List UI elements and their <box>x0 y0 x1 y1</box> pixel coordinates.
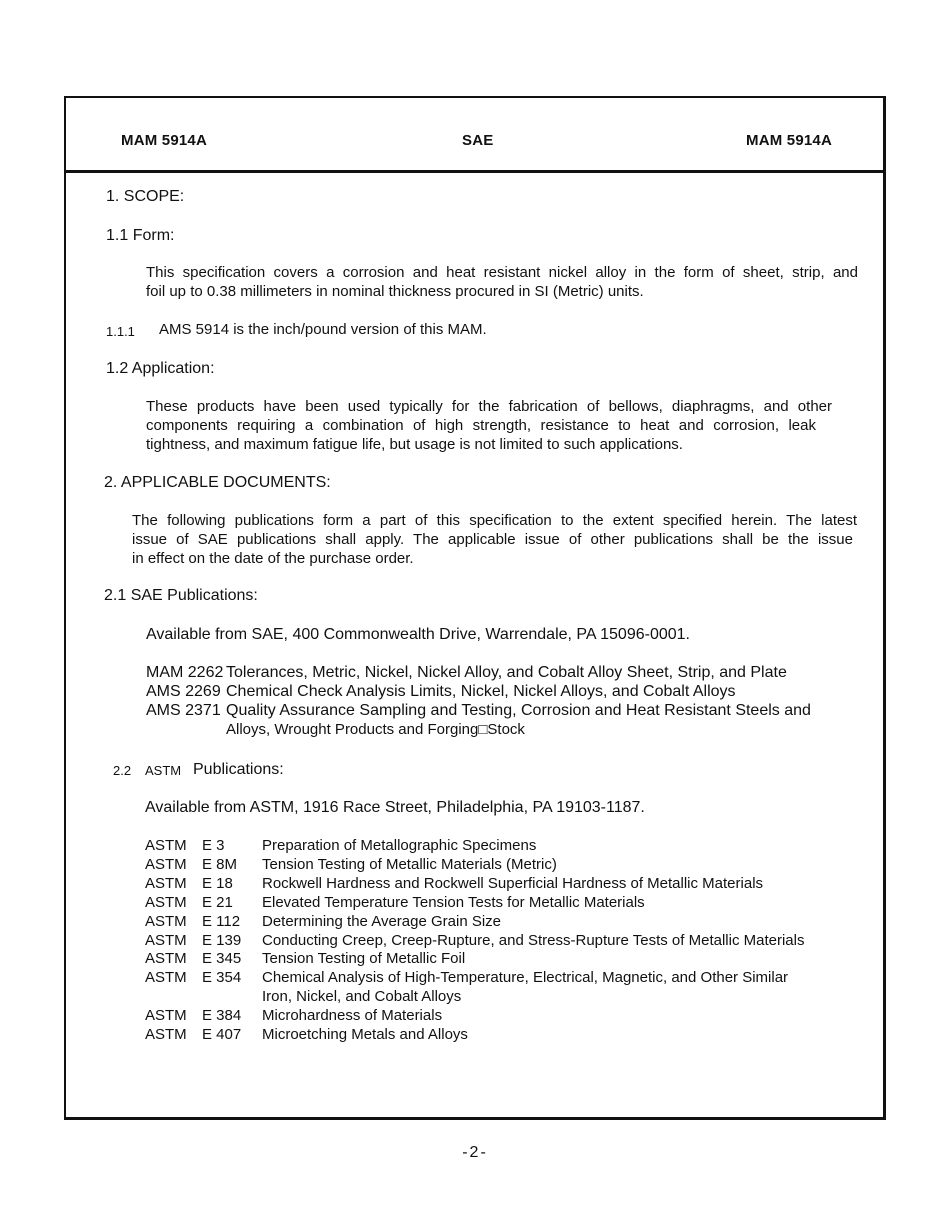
header-doc-id-right: MAM 5914A <box>746 132 832 149</box>
astm-ref-title-continuation: Iron, Nickel, and Cobalt Alloys <box>262 988 462 1005</box>
astm-ref-title: Conducting Creep, Creep-Rupture, and Stress-Rupture Tests of Metallic Materials <box>262 932 805 949</box>
section-1-heading: 1. SCOPE: <box>106 188 185 205</box>
astm-ref-title: Rockwell Hardness and Rockwell Superficial Hardness of Metallic Materials <box>262 875 764 892</box>
header-org: SAE <box>462 132 494 149</box>
astm-ref-code: E 112 <box>202 913 241 930</box>
application-line-3: tightness, and maximum fatigue life, but usage is not limited to such applications. <box>146 436 683 453</box>
astm-ref-org: ASTM <box>145 875 187 892</box>
astm-ref-title: Determining the Average Grain Size <box>262 913 502 930</box>
astm-ref-org: ASTM <box>145 894 187 911</box>
form-line-2: foil up to 0.38 millimeters in nominal thickness procured in SI (Metric) units. <box>146 283 644 300</box>
astm-ref-code: E 345 <box>202 950 242 967</box>
page-frame <box>64 96 886 1120</box>
sae-availability: Available from SAE, 400 Commonwealth Drive, Warrendale, PA 15096-0001. <box>146 626 690 643</box>
documents-line-3: in effect on the date of the purchase order. <box>132 550 414 567</box>
astm-ref-code: E 3 <box>202 837 225 854</box>
astm-ref-org: ASTM <box>145 969 187 986</box>
astm-ref-code: E 139 <box>202 932 242 949</box>
astm-ref-code: E 384 <box>202 1007 242 1024</box>
documents-line-2: issue of SAE publications shall apply. The applicable issue of other publications shall be the issue <box>132 531 853 548</box>
section-1-1-1-text: AMS 5914 is the inch/pound version of this MAM. <box>159 321 487 338</box>
astm-ref-title: Tension Testing of Metallic Foil <box>262 950 466 967</box>
section-1-1-1-number: 1.1.1 <box>106 324 135 339</box>
astm-ref-title: Microetching Metals and Alloys <box>262 1026 468 1043</box>
sae-ref-code: AMS 2269 <box>146 683 221 700</box>
astm-ref-code: E 21 <box>202 894 233 911</box>
astm-ref-org: ASTM <box>145 1007 187 1024</box>
astm-ref-title: Tension Testing of Metallic Materials (Metric) <box>262 856 557 873</box>
application-line-2: components requiring a combination of high strength, resistance to heat and corrosion, leak <box>146 417 816 434</box>
section-1-1-heading: 1.1 Form: <box>106 227 175 244</box>
page-number: -2- <box>462 1144 488 1161</box>
astm-ref-title: Preparation of Metallographic Specimens <box>262 837 537 854</box>
astm-ref-code: E 407 <box>202 1026 242 1043</box>
sae-ref-code: AMS 2371 <box>146 702 221 719</box>
sae-ref-code: MAM 2262 <box>146 664 224 681</box>
section-2-2-astm-label: ASTM <box>145 763 182 778</box>
section-2-2-number: 2.2 <box>113 763 132 778</box>
sae-ref-title: Chemical Check Analysis Limits, Nickel, Nickel Alloys, and Cobalt Alloys <box>226 683 736 700</box>
astm-ref-code: E 8M <box>202 856 238 873</box>
documents-line-1: The following publications form a part of this specification to the extent specified herein. The latest <box>132 512 857 529</box>
sae-ref-title: Tolerances, Metric, Nickel, Nickel Alloy, and Cobalt Alloy Sheet, Strip, and Plate <box>226 664 787 681</box>
header-rule <box>64 170 886 173</box>
section-2-1-heading: 2.1 SAE Publications: <box>104 587 258 604</box>
astm-ref-title: Microhardness of Materials <box>262 1007 443 1024</box>
sae-ref-title: Quality Assurance Sampling and Testing, Corrosion and Heat Resistant Steels and <box>226 702 811 719</box>
section-1-2-heading: 1.2 Application: <box>106 360 215 377</box>
section-2-2-heading: Publications: <box>193 761 284 778</box>
sae-ref-title-continuation: Alloys, Wrought Products and Forging□Stock <box>226 721 525 738</box>
astm-ref-code: E 18 <box>202 875 233 892</box>
header-doc-id-left: MAM 5914A <box>121 132 207 149</box>
astm-ref-org: ASTM <box>145 837 187 854</box>
application-line-1: These products have been used typically for the fabrication of bellows, diaphragms, and other <box>146 398 832 415</box>
astm-ref-title: Chemical Analysis of High-Temperature, Electrical, Magnetic, and Other Similar <box>262 969 789 986</box>
astm-ref-code: E 354 <box>202 969 242 986</box>
astm-ref-org: ASTM <box>145 1026 187 1043</box>
astm-ref-org: ASTM <box>145 913 187 930</box>
form-line-1: This specification covers a corrosion and heat resistant nickel alloy in the form of sheet, strip, and <box>146 264 858 281</box>
astm-ref-title: Elevated Temperature Tension Tests for Metallic Materials <box>262 894 645 911</box>
astm-ref-org: ASTM <box>145 932 187 949</box>
section-2-heading: 2. APPLICABLE DOCUMENTS: <box>104 474 331 491</box>
astm-ref-org: ASTM <box>145 950 187 967</box>
astm-availability: Available from ASTM, 1916 Race Street, Philadelphia, PA 19103-1187. <box>145 799 645 816</box>
astm-ref-org: ASTM <box>145 856 187 873</box>
